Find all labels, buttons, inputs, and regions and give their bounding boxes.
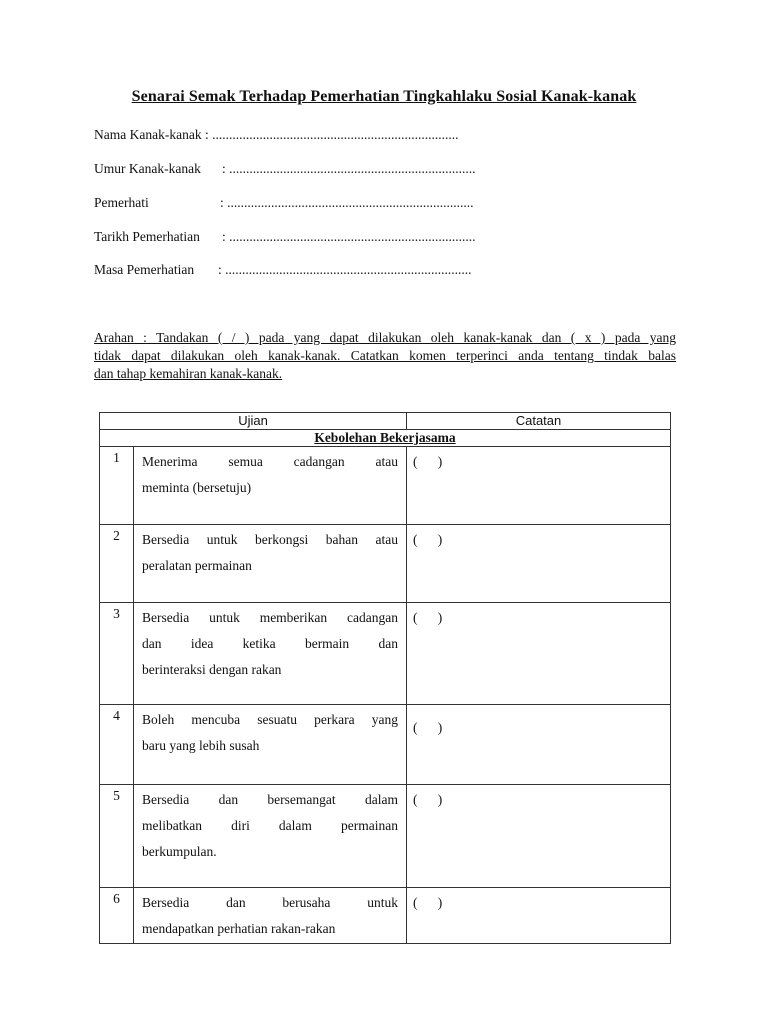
row-number: 2 [100,525,134,603]
field-label: Umur Kanak-kanak [94,161,201,176]
field-fill-line: : ......................................................................... [222,161,476,176]
item-text-line: berinteraksi dengan rakan [142,662,282,677]
row-item [134,888,407,944]
row-mark-cell[interactable] [407,603,671,705]
section-row [100,430,671,447]
item-text-line: Bersedia dan bersemangat dalam [142,792,398,807]
field-fill-line: : ......................................................................... [204,127,459,142]
row-number: 4 [100,705,134,785]
checkbox-mark[interactable]: ( ) [413,720,443,735]
table-row [100,603,671,705]
row-item [134,447,407,525]
field-label: Tarikh Pemerhatian [94,229,200,244]
field-tarikh-pemerhatian [94,229,476,245]
item-text-line: Menerima semua cadangan atau [142,454,398,469]
row-mark-cell[interactable] [407,447,671,525]
column-header-catatan: Catatan [407,413,671,430]
item-text-line: Bersedia untuk memberikan cadangan [142,610,398,625]
instructions-paragraph [94,329,676,383]
checkbox-mark[interactable]: ( ) [413,792,443,807]
row-item [134,705,407,785]
field-label: Pemerhati [94,195,149,210]
field-fill-line: : ......................................................................... [222,229,476,244]
instructions-line: Arahan : Tandakan ( / ) pada yang dapat dilakukan oleh kanak-kanak dan ( x ) pada yang [94,330,676,345]
row-number: 6 [100,888,134,944]
row-mark-cell[interactable] [407,705,671,785]
field-fill-line: : ......................................................................... [220,195,474,210]
item-text-line: Bersedia dan berusaha untuk [142,895,398,910]
row-mark-cell[interactable] [407,888,671,944]
table-row [100,785,671,888]
table-row [100,447,671,525]
checkbox-mark[interactable]: ( ) [413,610,443,625]
field-masa-pemerhatian [94,262,472,278]
row-number: 1 [100,447,134,525]
field-label: Nama Kanak-kanak [94,127,202,142]
table-header-row [100,413,671,430]
table-row [100,705,671,785]
item-text-line: dan idea ketika bermain dan [142,636,398,651]
instructions-line: dan tahap kemahiran kanak-kanak. [94,366,283,381]
checkbox-mark[interactable]: ( ) [413,454,443,469]
checkbox-mark[interactable]: ( ) [413,895,443,910]
table-row [100,888,671,944]
item-text-line: Bersedia untuk berkongsi bahan atau [142,532,398,547]
row-number: 5 [100,785,134,888]
section-title: Kebolehan Bekerjasama [100,430,671,447]
item-text-line: mendapatkan perhatian rakan-rakan [142,921,336,936]
column-header-ujian: Ujian [100,413,407,430]
row-mark-cell[interactable] [407,785,671,888]
item-text-line: peralatan permainan [142,558,252,573]
row-item [134,603,407,705]
row-mark-cell[interactable] [407,525,671,603]
item-text-line: berkumpulan. [142,844,217,859]
item-text-line: Boleh mencuba sesuatu perkara yang [142,712,398,727]
field-umur-kanak-kanak [94,161,476,177]
field-nama-kanak-kanak [94,127,458,143]
instructions-line: tidak dapat dilakukan oleh kanak-kanak. Catatkan komen terperinci anda tentang tindak balas [94,348,676,363]
row-number: 3 [100,603,134,705]
item-text-line: baru yang lebih susah [142,738,260,753]
item-text-line: melibatkan diri dalam permainan [142,818,398,833]
table-row [100,525,671,603]
field-label: Masa Pemerhatian [94,262,195,277]
checkbox-mark[interactable]: ( ) [413,532,443,547]
row-item [134,785,407,888]
field-fill-line: : ......................................................................... [218,262,472,277]
field-pemerhati [94,195,474,211]
checklist-table [99,412,671,944]
item-text-line: meminta (bersetuju) [142,480,252,495]
document-title: Senarai Semak Terhadap Pemerhatian Tingkahlaku Sosial Kanak-kanak [131,88,637,105]
row-item [134,525,407,603]
